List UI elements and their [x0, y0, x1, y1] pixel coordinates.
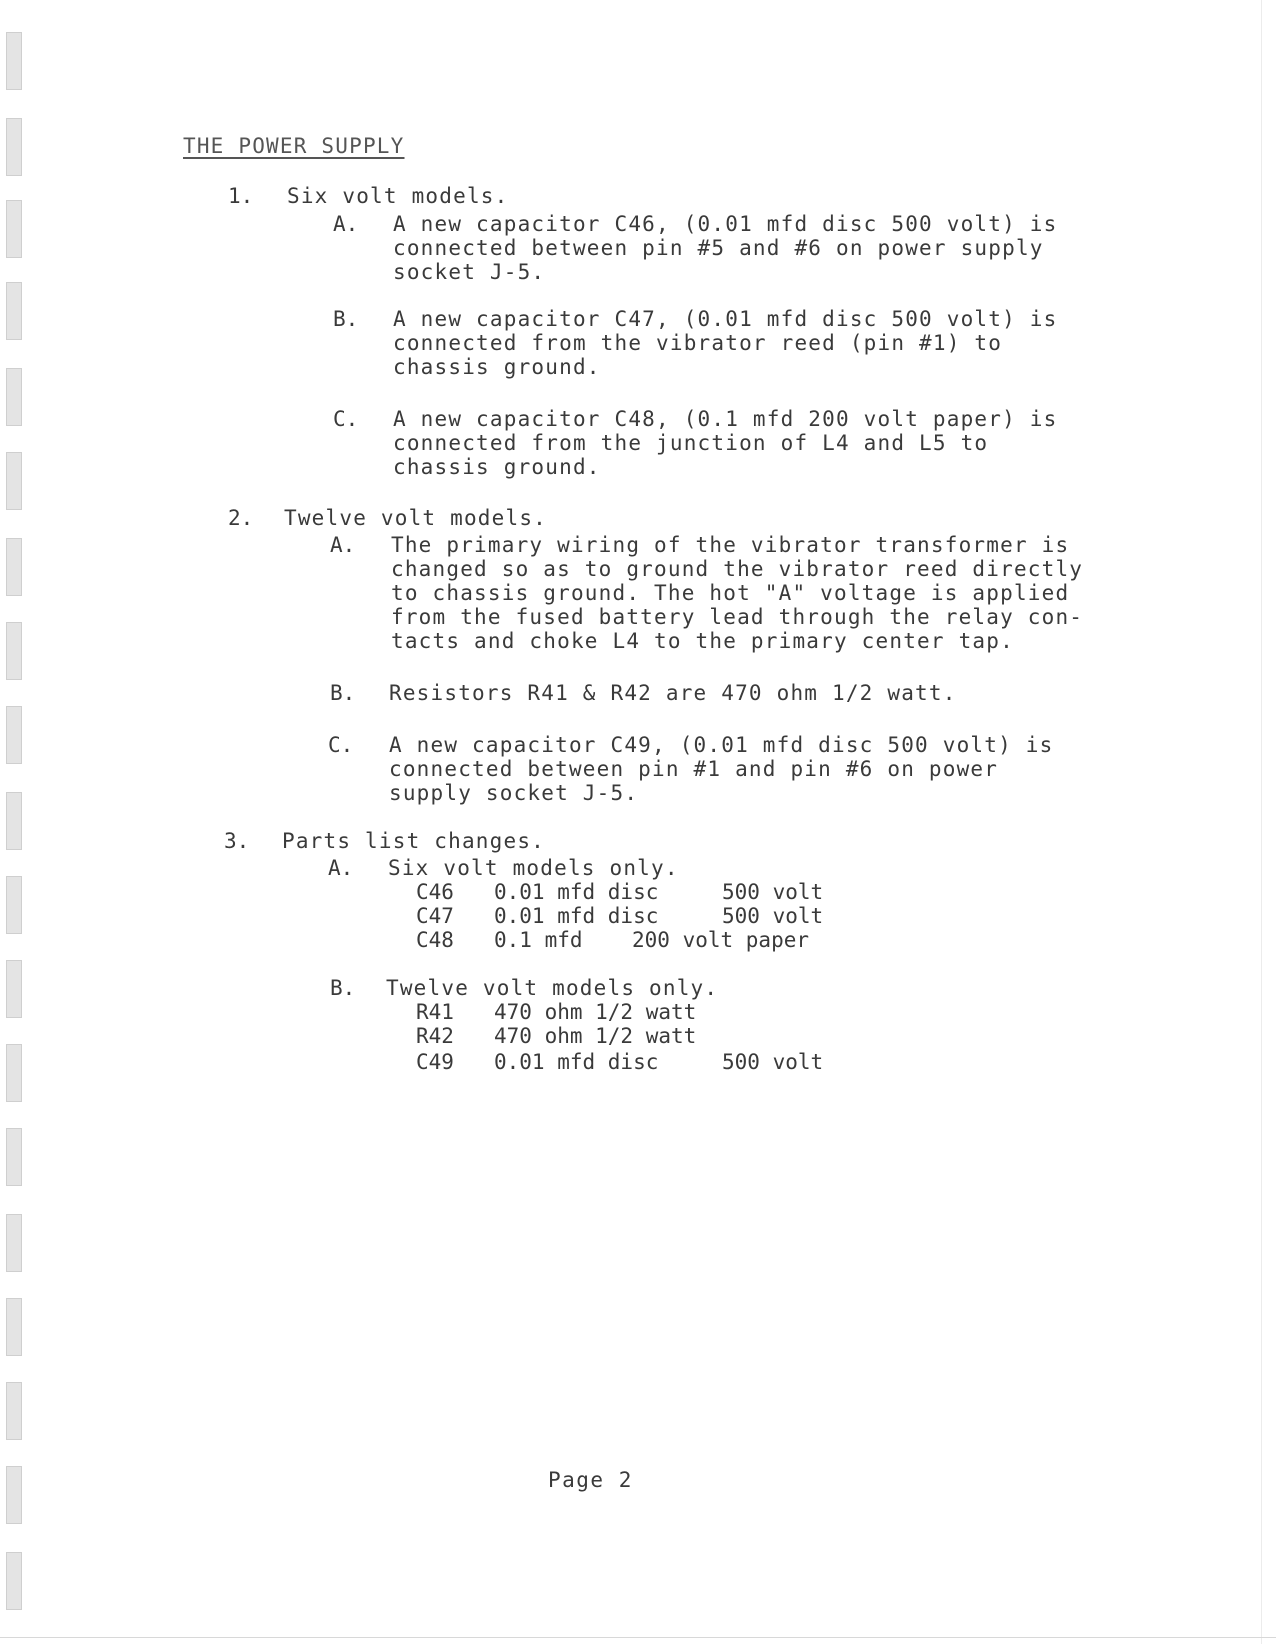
- item-label: B.: [330, 681, 356, 705]
- binder-hole: [6, 1466, 22, 1524]
- part-value: 0.1 mfd: [494, 928, 583, 952]
- section-number: 3.: [224, 829, 250, 853]
- item-label: C.: [328, 733, 354, 757]
- section-title: Twelve volt models.: [284, 506, 548, 530]
- part-id: R42: [416, 1024, 454, 1048]
- item-line: chassis ground.: [393, 455, 601, 479]
- part-id: C49: [416, 1050, 454, 1074]
- binder-hole: [6, 368, 22, 426]
- group-label: A.: [328, 856, 354, 880]
- part-value: 470 ohm 1/2 watt: [494, 1000, 697, 1024]
- part-rating: 500 volt: [722, 904, 824, 928]
- item-line: Resistors R41 & R42 are 470 ohm 1/2 watt.: [389, 681, 957, 705]
- page-edge: [1261, 0, 1262, 1644]
- item-label: B.: [333, 307, 359, 331]
- part-value: 0.01 mfd disc: [494, 1050, 659, 1074]
- binder-hole: [6, 1214, 22, 1272]
- section-number: 2.: [228, 506, 254, 530]
- part-value: 0.01 mfd disc: [494, 880, 659, 904]
- binder-hole: [6, 538, 22, 596]
- section-title: Six volt models.: [287, 184, 509, 208]
- item-label: A.: [330, 533, 356, 557]
- item-line: A new capacitor C48, (0.1 mfd 200 volt paper) is: [393, 407, 1058, 431]
- part-id: R41: [416, 1000, 454, 1024]
- part-rating: 500 volt: [722, 880, 824, 904]
- binder-hole: [6, 876, 22, 934]
- item-line: socket J-5.: [393, 260, 546, 284]
- binder-hole: [6, 960, 22, 1018]
- item-line: connected between pin #1 and pin #6 on power: [389, 757, 999, 781]
- group-title: Six volt models only.: [388, 856, 679, 880]
- group-label: B.: [330, 976, 356, 1000]
- page-edge: [0, 1637, 1276, 1638]
- binder-hole: [6, 282, 22, 340]
- part-id: C47: [416, 904, 454, 928]
- item-line: A new capacitor C46, (0.01 mfd disc 500 volt) is: [393, 212, 1058, 236]
- item-line: A new capacitor C47, (0.01 mfd disc 500 volt) is: [393, 307, 1058, 331]
- binder-hole: [6, 1382, 22, 1440]
- item-label: C.: [333, 407, 359, 431]
- part-value: 470 ohm 1/2 watt: [494, 1024, 697, 1048]
- item-line: chassis ground.: [393, 355, 601, 379]
- part-id: C46: [416, 880, 454, 904]
- binder-hole: [6, 706, 22, 764]
- binder-hole: [6, 452, 22, 510]
- item-line: supply socket J-5.: [389, 781, 639, 805]
- item-label: A.: [333, 212, 359, 236]
- binder-hole: [6, 1044, 22, 1102]
- page-number: Page 2: [548, 1468, 633, 1492]
- part-value: 0.01 mfd disc: [494, 904, 659, 928]
- item-line: to chassis ground. The hot "A" voltage is applied: [391, 581, 1070, 605]
- binder-hole: [6, 622, 22, 680]
- part-id: C48: [416, 928, 454, 952]
- binder-hole: [6, 1128, 22, 1186]
- item-line: The primary wiring of the vibrator transformer is: [391, 533, 1070, 557]
- binder-hole: [6, 200, 22, 258]
- binder-hole: [6, 1552, 22, 1610]
- section-title: Parts list changes.: [282, 829, 546, 853]
- binder-hole: [6, 32, 22, 90]
- section-number: 1.: [228, 184, 254, 208]
- page-heading: THE POWER SUPPLY: [183, 134, 405, 158]
- item-line: A new capacitor C49, (0.01 mfd disc 500 volt) is: [389, 733, 1054, 757]
- item-line: changed so as to ground the vibrator reed directly: [391, 557, 1084, 581]
- item-line: from the fused battery lead through the relay con-: [391, 605, 1084, 629]
- item-line: tacts and choke L4 to the primary center tap.: [391, 629, 1014, 653]
- binder-hole: [6, 118, 22, 176]
- item-line: connected from the vibrator reed (pin #1) to: [393, 331, 1003, 355]
- binder-hole-strip: [0, 0, 30, 1644]
- part-rating: 200 volt paper: [632, 928, 810, 952]
- binder-hole: [6, 792, 22, 850]
- binder-hole: [6, 1298, 22, 1356]
- group-title: Twelve volt models only.: [386, 976, 719, 1000]
- item-line: connected from the junction of L4 and L5 to: [393, 431, 989, 455]
- item-line: connected between pin #5 and #6 on power supply: [393, 236, 1044, 260]
- part-rating: 500 volt: [722, 1050, 824, 1074]
